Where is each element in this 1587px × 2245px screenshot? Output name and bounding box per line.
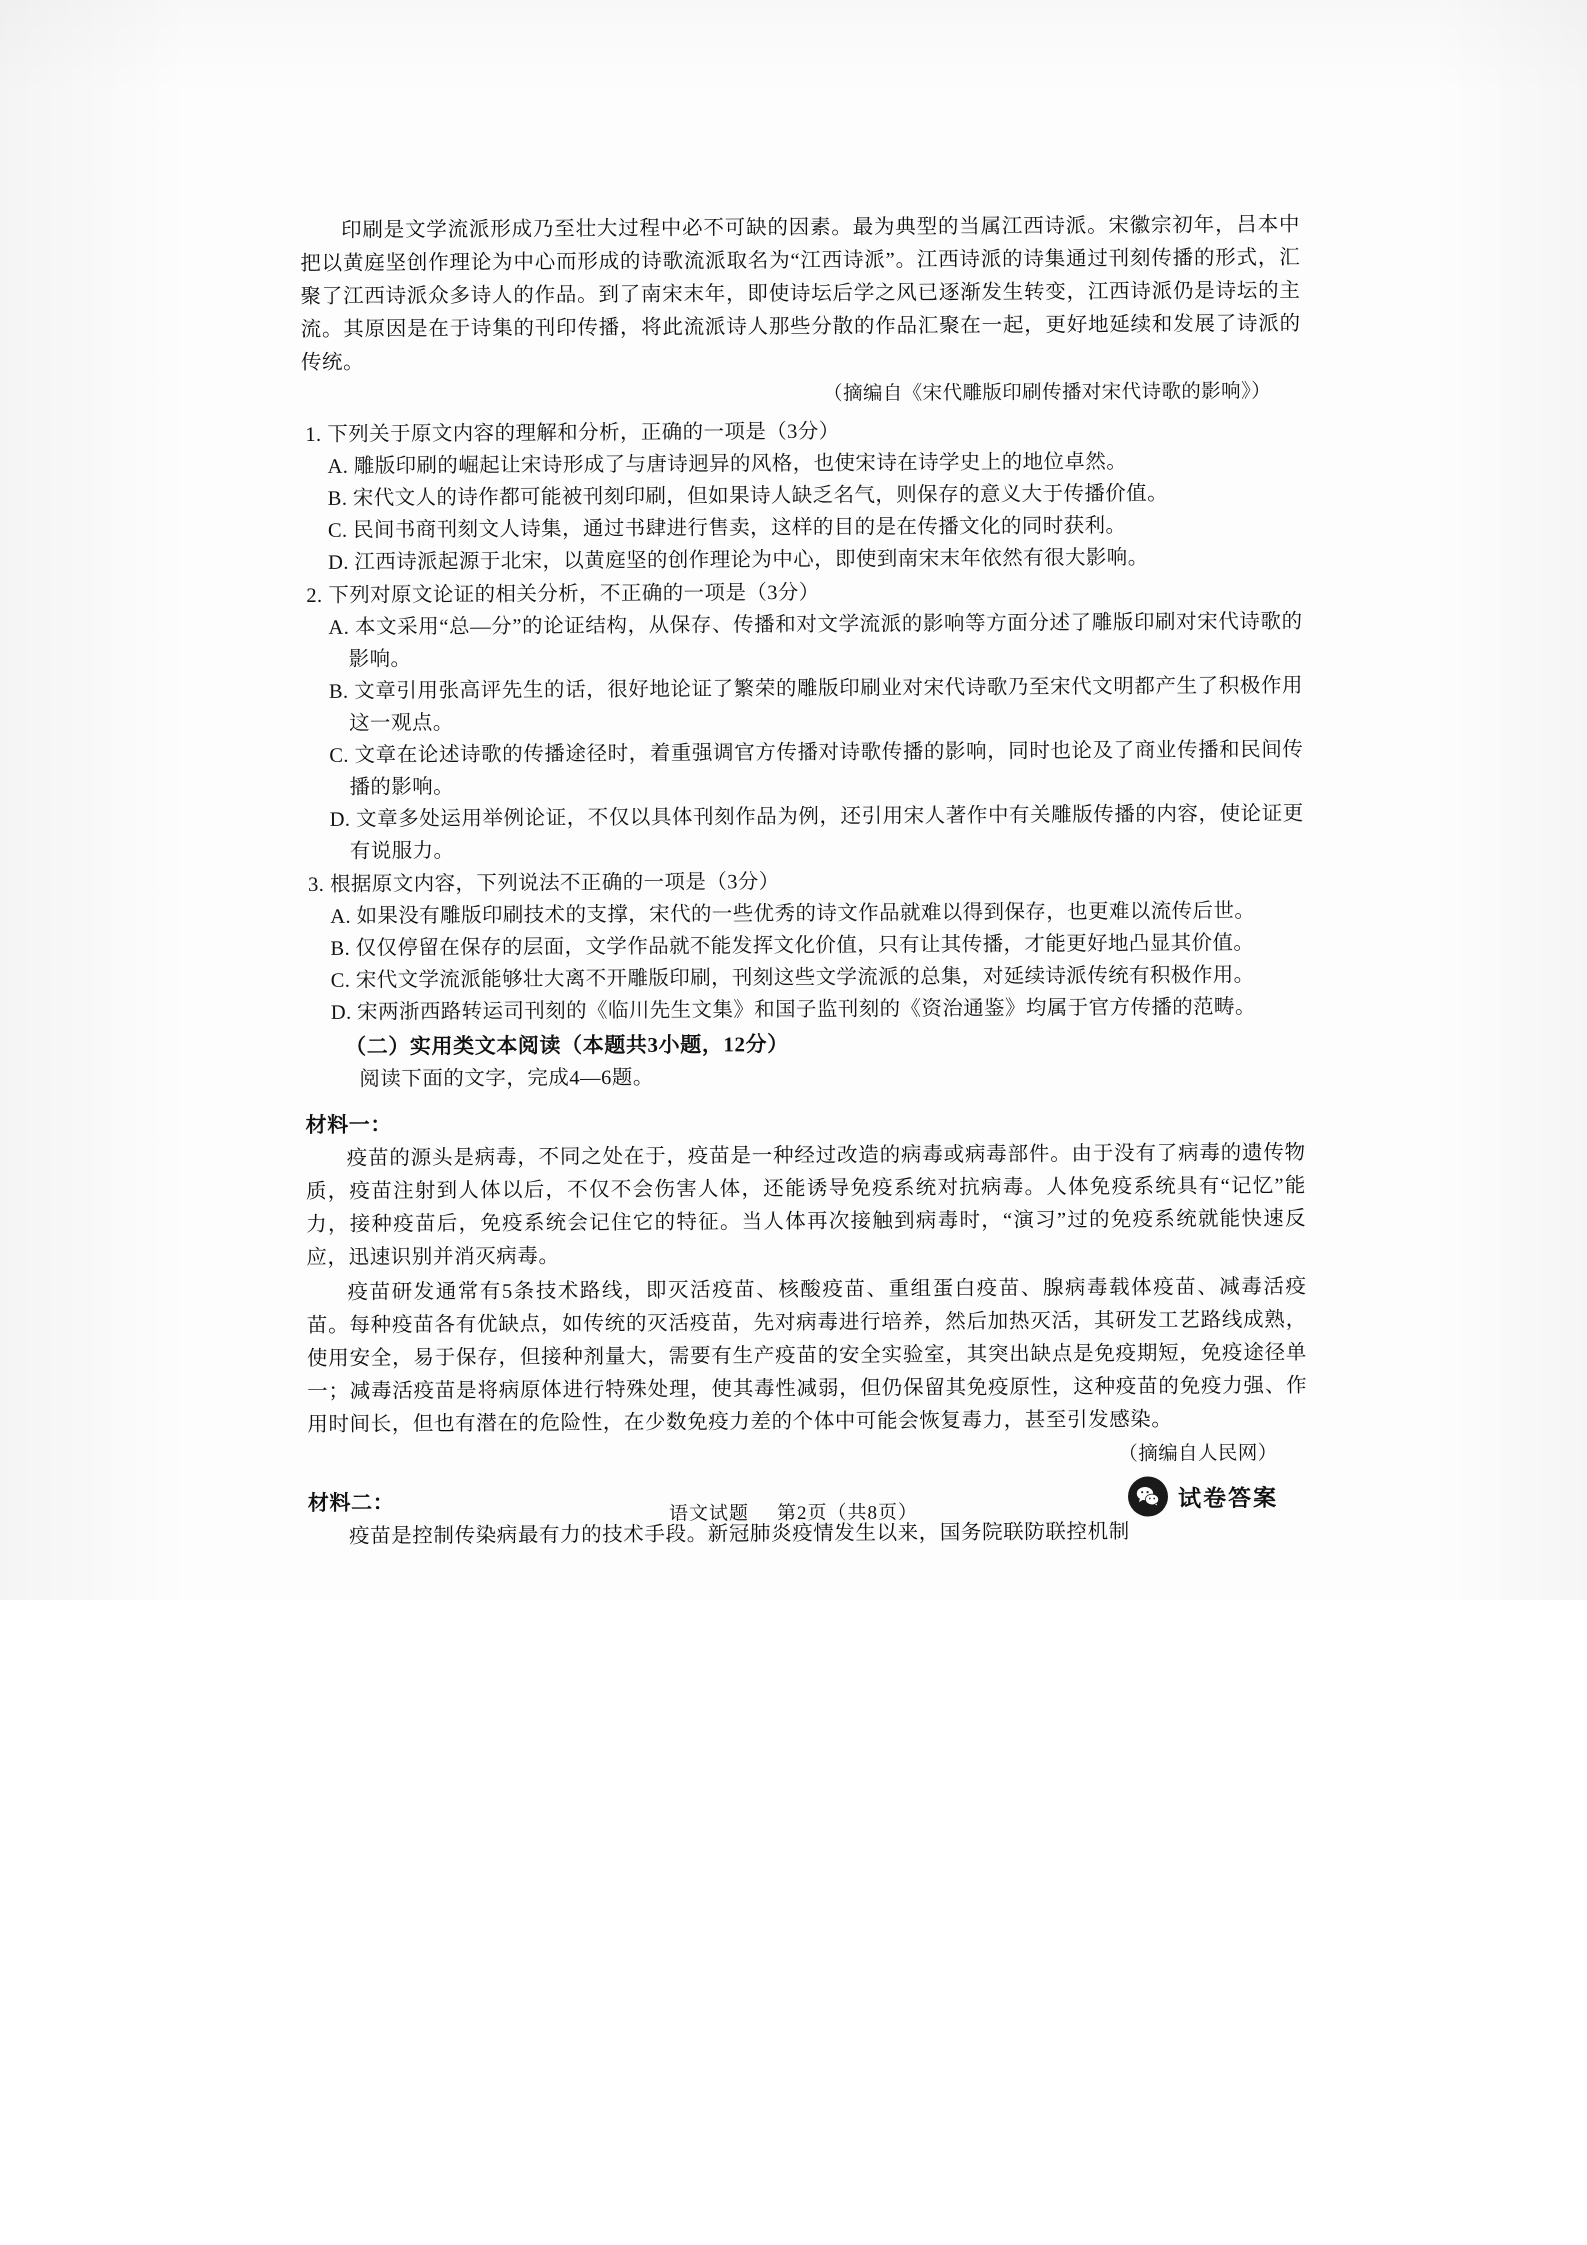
question-3-option-c: C. 宋代文学流派能够壮大离不开雕版印刷，刊刻这些文学流派的总集，对延续诗派传统有积极作用。 <box>330 964 1255 992</box>
page-footer <box>0 1494 1587 1529</box>
question-1-option-c: C. 民间书商刊刻文人诗集，通过书肆进行售卖，这样的目的是在传播文化的同时获利。 <box>327 514 1127 542</box>
material-one-paragraph-1: 疫苗的源头是病毒，不同之处在于，疫苗是一种经过改造的病毒或病毒部件。由于没有了病毒的遗传物质，疫苗注射到人体以后，不仅不会伤害人体，还能诱导免疫系统对抗病毒。人体免疫系统具有“记忆”能力，接种疫苗后，免疫系统会记住它的特征。当人体再次接触到病毒时，“演习”过的免疫系统就能快速反应，迅速识别并消灭病毒。 <box>305 1141 1307 1269</box>
wechat-icon <box>1128 1476 1168 1516</box>
question-2-option-b: B. 文章引用张高评先生的话，很好地论证了繁荣的雕版印刷业对宋代诗歌乃至宋代文明都产生了积极作用这一观点。 <box>328 674 1303 735</box>
question-3-option-d: D. 宋两浙西路转运司刊刻的《临川先生文集》和国子监刊刻的《资治通鉴》均属于官方传播的范畴。 <box>330 996 1256 1024</box>
question-2 <box>302 574 1304 868</box>
material-one-paragraph-2: 疫苗研发通常有5条技术路线，即灭活疫苗、核酸疫苗、重组蛋白疫苗、腺病毒载体疫苗、减毒活疫苗。每种疫苗各有优缺点，如传统的灭活疫苗，先对病毒进行培养，然后加热灭活，其研发工艺路线成熟，使用安全，易于保存，但接种剂量大，需要有生产疫苗的安全实验室，其突出缺点是免疫期短，免疫途径单一；减毒活疫苗是将病原体进行特殊处理，使其毒性减弱，但仍保留其免疫原性，这种疫苗的免疫力强、作用时间长，但也有潜在的危险性，在少数免疫力差的个体中可能会恢复毒力，甚至引发感染。 <box>306 1275 1308 1436</box>
question-2-option-d: D. 文章多处运用举例论证，不仅以具体刊刻作品为例，还引用宋人著作中有关雕版传播的内容，使论证更有说服力。 <box>329 802 1304 863</box>
material-one-label: 材料一： <box>305 1112 393 1137</box>
question-1-option-b: B. 宋代文人的诗作都可能被刊刻印刷，但如果诗人缺乏名气，则保存的意义大于传播价值。 <box>327 482 1169 510</box>
question-2-number: 2. <box>306 584 323 607</box>
footer-page-number: 第2页（共8页） <box>776 1502 919 1525</box>
question-2-option-a: A. 本文采用“总—分”的论证结构，从保存、传播和对文学流派的影响等方面分述了雕版印刷对宋代诗歌的影响。 <box>328 610 1303 671</box>
question-2-option-c: C. 文章在论述诗歌的传播途径时，着重强调官方传播对诗歌传播的影响，同时也论及了商业传播和民间传播的影响。 <box>329 738 1304 799</box>
material-one-source: （摘编自人民网） <box>1118 1443 1278 1466</box>
footer-subject: 语文试题 <box>668 1503 750 1525</box>
question-3-option-b: B. 仅仅停留在保存的层面，文学作品就不能发挥文化价值，只有让其传播，才能更好地凸显其价值。 <box>330 932 1255 960</box>
wechat-watermark-text: 试卷答案 <box>1177 1484 1279 1511</box>
question-1-option-d: D. 江西诗派起源于北宋，以黄庭坚的创作理论为中心，即使到南宋末年依然有很大影响。 <box>328 546 1149 574</box>
material-two-label: 材料二： <box>307 1490 395 1515</box>
page-content <box>300 209 1308 1556</box>
section-two-heading: （二）实用类文本阅读（本题共3小题，12分） <box>345 1032 789 1059</box>
wechat-watermark <box>1128 1469 1318 1522</box>
question-3-text: 根据原文内容，下列说法不正确的一项是（3分） <box>330 871 780 896</box>
question-1-option-a: A. 雕版印刷的崛起让宋诗形成了与唐诗迥异的风格，也使宋诗在诗学史上的地位卓然。 <box>327 450 1128 478</box>
opening-paragraph: 印刷是文学流派形成乃至壮大过程中必不可缺的因素。最为典型的当属江西诗派。宋徽宗初年，吕本中把以黄庭坚创作理论为中心而形成的诗歌流派取名为“江西诗派”。江西诗派的诗集通过刊刻传播的形式，汇聚了江西诗派众多诗人的作品。到了南宋末年，即使诗坛后学之风已逐渐发生转变，江西诗派仍是诗坛的主流。其原因是在于诗集的刊印传播，将此流派诗人那些分散的作品汇聚在一起，更好地延续和发展了诗派的传统。 <box>300 213 1301 374</box>
opening-source-citation: （摘编自《宋代雕版印刷传播对宋代诗歌的影响》） <box>823 381 1272 405</box>
question-3-number: 3. <box>308 873 325 896</box>
section-two-instruction: 阅读下面的文字，完成4—6题。 <box>359 1066 654 1091</box>
question-3 <box>304 863 1305 1029</box>
material-two-paragraph-1: 疫苗是控制传染病最有力的技术手段。新冠肺炎疫情发生以来，国务院联防联控机制 <box>349 1520 1130 1548</box>
question-1 <box>301 413 1302 579</box>
question-2-text: 下列对原文论证的相关分析，不正确的一项是（3分） <box>328 581 820 607</box>
question-1-text: 下列关于原文内容的理解和分析，正确的一项是（3分） <box>327 420 840 446</box>
question-3-option-a: A. 如果没有雕版印刷技术的支撑，宋代的一些优秀的诗文作品就难以得到保存，也更难以流传后世。 <box>330 900 1256 928</box>
question-1-number: 1. <box>305 423 322 446</box>
page-blank-area <box>0 1600 1587 2245</box>
